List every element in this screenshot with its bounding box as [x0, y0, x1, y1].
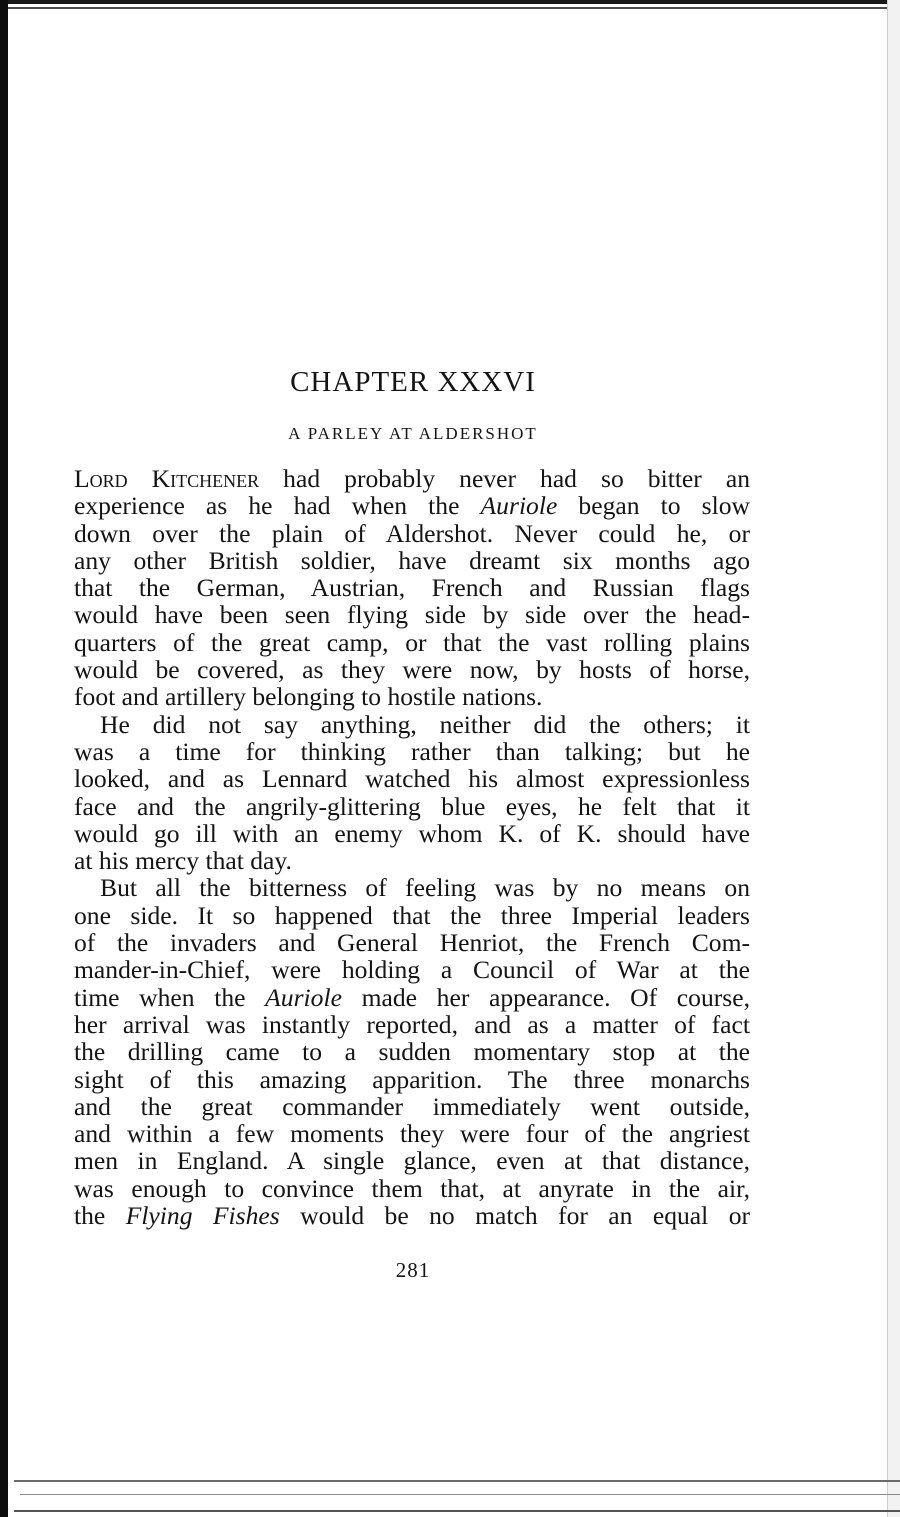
- text-line: [74, 1038, 750, 1065]
- text-segment: and the great commander immediately went outside,: [74, 1091, 750, 1121]
- text-segment: would go ill with an enemy whom K. of K. should have: [74, 818, 750, 848]
- text-line: [74, 984, 750, 1011]
- text-line: [74, 1202, 750, 1229]
- chapter-title: CHAPTER XXXVI: [290, 366, 536, 398]
- text-segment: He did not say anything, neither did the others; it: [100, 709, 750, 739]
- text-segment: looked, and as Lennard watched his almost expressionless: [74, 764, 750, 794]
- text-segment: one side. It so happened that the three Imperial leaders: [74, 900, 750, 930]
- scan-left-edge: [0, 0, 8, 1517]
- text-segment: would have been seen flying side by side over the head-: [74, 600, 750, 630]
- text-line: [74, 465, 750, 492]
- text-segment: was a time for thinking rather than talking; but he: [74, 736, 750, 766]
- text-line: [74, 1093, 750, 1120]
- text-line: [74, 1147, 750, 1174]
- text-segment: But all the bitterness of feeling was by no means on: [100, 873, 750, 903]
- text-segment: mander-in-Chief, were holding a Council of War at the: [74, 955, 750, 985]
- text-line: [74, 683, 750, 710]
- text-segment: that the German, Austrian, French and Russian flags: [74, 573, 750, 603]
- italic-text: Flying Fishes: [125, 1201, 280, 1231]
- text-segment: would be covered, as they were now, by hosts of horse,: [74, 655, 750, 685]
- text-line: [74, 1175, 750, 1202]
- text-line: [74, 1120, 750, 1147]
- italic-text: Auriole: [480, 491, 558, 521]
- text-segment: time when the: [74, 982, 266, 1012]
- text-segment: men in England. A single glance, even at that distance,: [74, 1146, 750, 1176]
- text-segment: sight of this amazing apparition. The three monarchs: [74, 1064, 750, 1094]
- text-line: [74, 1011, 750, 1038]
- text-line: [74, 956, 750, 983]
- text-segment: quarters of the great camp, or that the vast rolling plains: [74, 627, 750, 657]
- text-line: [74, 574, 750, 601]
- text-segment: was enough to convince them that, at anyrate in the air,: [74, 1173, 750, 1203]
- text-line: [74, 820, 750, 847]
- text-segment: face and the angrily-glittering blue eyes, he felt that it: [74, 791, 750, 821]
- scan-bottom-rule: [14, 1480, 900, 1482]
- page-number: 281: [395, 1258, 431, 1282]
- text-line: [74, 765, 750, 792]
- text-line: [74, 1066, 750, 1093]
- text-segment: foot and artillery belonging to hostile nations.: [74, 682, 543, 712]
- text-line: [74, 547, 750, 574]
- body-text: [74, 465, 750, 1229]
- text-line: [74, 874, 750, 901]
- text-segment: experience as he had when the: [74, 491, 481, 521]
- text-segment: the drilling came to a sudden momentary stop at the: [74, 1037, 750, 1067]
- text-segment: her arrival was instantly reported, and as a matter of fact: [74, 1009, 750, 1039]
- text-line: [74, 656, 750, 683]
- text-line: [74, 793, 750, 820]
- scan-bottom-rule: [20, 1494, 900, 1495]
- text-segment: and within a few moments they were four of the angriest: [74, 1119, 750, 1149]
- scan-right-edge: [887, 0, 900, 1517]
- text-segment: down over the plain of Aldershot. Never could he, or: [74, 518, 750, 548]
- text-segment: at his mercy that day.: [74, 846, 292, 876]
- text-line: [74, 902, 750, 929]
- text-line: [74, 711, 750, 738]
- text-segment: the: [74, 1201, 126, 1231]
- text-line: [74, 520, 750, 547]
- scan-top-rule: [0, 7, 900, 9]
- chapter-subtitle: A PARLEY AT ALDERSHOT: [288, 424, 538, 443]
- text-segment: of the invaders and General Henriot, the French Com-: [74, 928, 750, 958]
- text-line: [74, 492, 750, 519]
- text-segment: had probably never had so bitter an: [259, 464, 750, 493]
- italic-text: Auriole: [265, 982, 342, 1012]
- text-line: [74, 738, 750, 765]
- text-segment: would be no match for an equal or: [279, 1201, 751, 1231]
- text-line: [74, 847, 750, 874]
- small-caps-text: Lord Kitchener: [74, 464, 260, 493]
- text-segment: any other British soldier, have dreamt six months ago: [74, 545, 750, 575]
- text-line: [74, 929, 750, 956]
- scan-bottom-rule: [14, 1510, 900, 1512]
- text-line: [74, 601, 750, 628]
- scan-top-edge: [0, 0, 900, 4]
- text-line: [74, 629, 750, 656]
- text-segment: made her appearance. Of course,: [341, 982, 750, 1012]
- text-segment: began to slow: [557, 491, 750, 521]
